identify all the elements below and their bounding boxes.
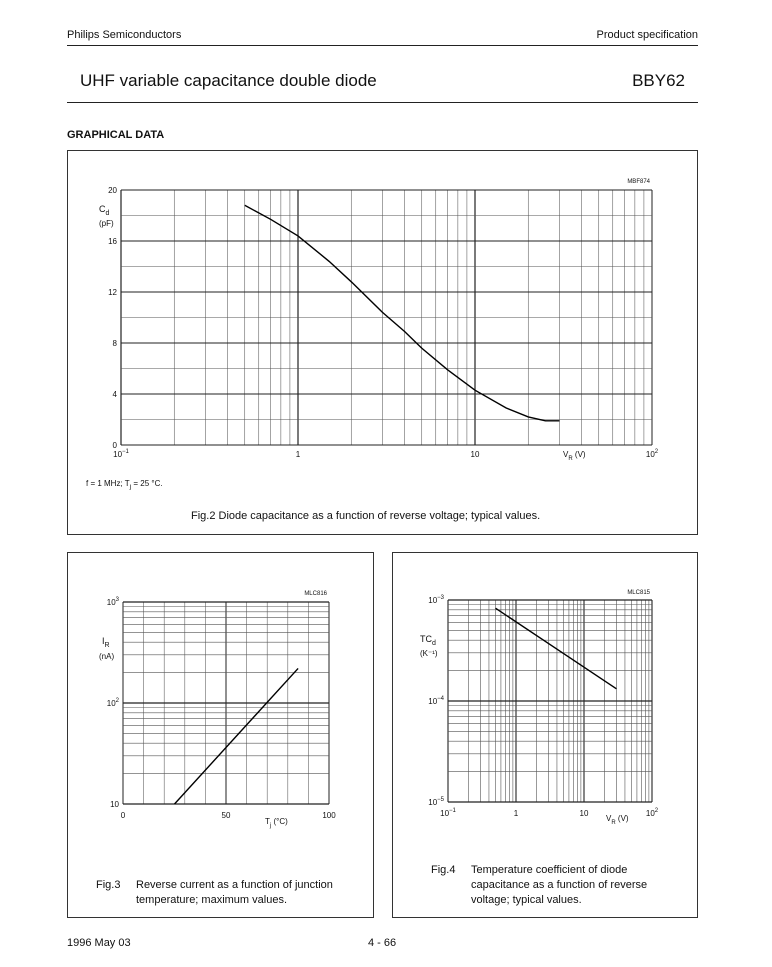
fig2-y-tick: 0 bbox=[112, 441, 117, 450]
fig3-chart bbox=[67, 552, 374, 832]
fig4-caption bbox=[471, 863, 647, 908]
fig4-y-tick: $10^{-5}$ bbox=[428, 797, 444, 807]
fig3-x-label: $T_j$ (°C) bbox=[265, 817, 288, 829]
fig2-y-tick: 8 bbox=[112, 339, 117, 348]
fig3-series-line bbox=[175, 668, 299, 804]
fig3-code: MLC816 bbox=[304, 591, 327, 597]
section-title: GRAPHICAL DATA bbox=[67, 129, 165, 141]
fig2-caption: Fig.2 Diode capacitance as a function of reverse voltage; typical values. bbox=[191, 510, 541, 522]
fig2-code: MBF874 bbox=[627, 179, 650, 185]
fig2-chart bbox=[67, 150, 698, 535]
fig2-x-tick: $10^{-1}$ bbox=[113, 449, 129, 459]
fig4-y-unit: (K⁻¹) bbox=[420, 649, 438, 658]
fig2-y-tick: 20 bbox=[108, 186, 117, 195]
fig4-x-tick: $10^{-1}$ bbox=[440, 808, 456, 818]
fig2-x-tick: $10^2$ bbox=[645, 449, 659, 459]
fig4-chart bbox=[392, 552, 698, 832]
fig3-x-tick: 0 bbox=[120, 811, 126, 820]
fig4-x-tick: 10 bbox=[579, 809, 589, 818]
fig3-caption-number: Fig.3 bbox=[96, 879, 121, 891]
footer-page: 4 - 66 bbox=[368, 937, 397, 949]
title-rule bbox=[67, 102, 698, 103]
fig2-note: f = 1 MHz; $T_j = 25$ °C. bbox=[86, 479, 163, 491]
fig3-caption-line: Reverse current as a function of junction bbox=[136, 879, 333, 891]
fig3-y-label: $I_R$ bbox=[102, 636, 110, 649]
fig3-x-tick: 50 bbox=[221, 811, 231, 820]
fig3-caption bbox=[136, 878, 333, 908]
fig3-x-tick: 100 bbox=[322, 811, 336, 820]
company-name: Philips Semiconductors bbox=[67, 29, 182, 41]
fig4-y-tick: $10^{-3}$ bbox=[428, 595, 444, 605]
document-title: UHF variable capacitance double diode bbox=[80, 71, 377, 90]
fig4-x-label: $V_R$ (V) bbox=[606, 814, 629, 826]
fig3-y-tick: 10 bbox=[110, 800, 119, 809]
fig2-y-tick: 16 bbox=[108, 237, 117, 246]
fig4-x-tick: $10^2$ bbox=[645, 808, 659, 818]
fig2-y-tick: 12 bbox=[108, 288, 117, 297]
fig2-y-label: $C_d$ bbox=[99, 204, 110, 217]
fig4-caption-line: capacitance as a function of reverse bbox=[471, 879, 648, 891]
fig4-y-tick: $10^{-4}$ bbox=[428, 696, 444, 706]
fig3-caption-line: temperature; maximum values. bbox=[136, 894, 287, 906]
fig2-series-line bbox=[245, 205, 560, 420]
fig4-caption-line: voltage; typical values. bbox=[471, 894, 582, 906]
fig4-code: MLC815 bbox=[627, 590, 650, 596]
fig4-caption-line: Temperature coefficient of diode bbox=[471, 864, 628, 876]
fig4-caption-number: Fig.4 bbox=[431, 864, 456, 876]
fig4-y-label: $TC_d$ bbox=[420, 634, 436, 647]
fig2-y-tick: 4 bbox=[112, 390, 117, 399]
fig3-y-unit: (nA) bbox=[99, 652, 115, 661]
document-type: Product specification bbox=[596, 29, 698, 41]
fig2-y-unit: (pF) bbox=[99, 219, 114, 228]
fig3-y-tick: $10^3$ bbox=[106, 597, 119, 607]
fig2-x-label: $V_R$ (V) bbox=[563, 450, 586, 462]
fig4-series-line bbox=[496, 608, 617, 689]
fig2-x-tick: 10 bbox=[470, 450, 480, 459]
fig2-x-tick: 1 bbox=[295, 450, 301, 459]
fig3-y-tick: $10^2$ bbox=[106, 698, 119, 708]
header-rule bbox=[67, 45, 698, 46]
part-number: BBY62 bbox=[632, 71, 685, 90]
fig4-x-tick: 1 bbox=[513, 809, 519, 818]
footer-date: 1996 May 03 bbox=[67, 937, 131, 949]
